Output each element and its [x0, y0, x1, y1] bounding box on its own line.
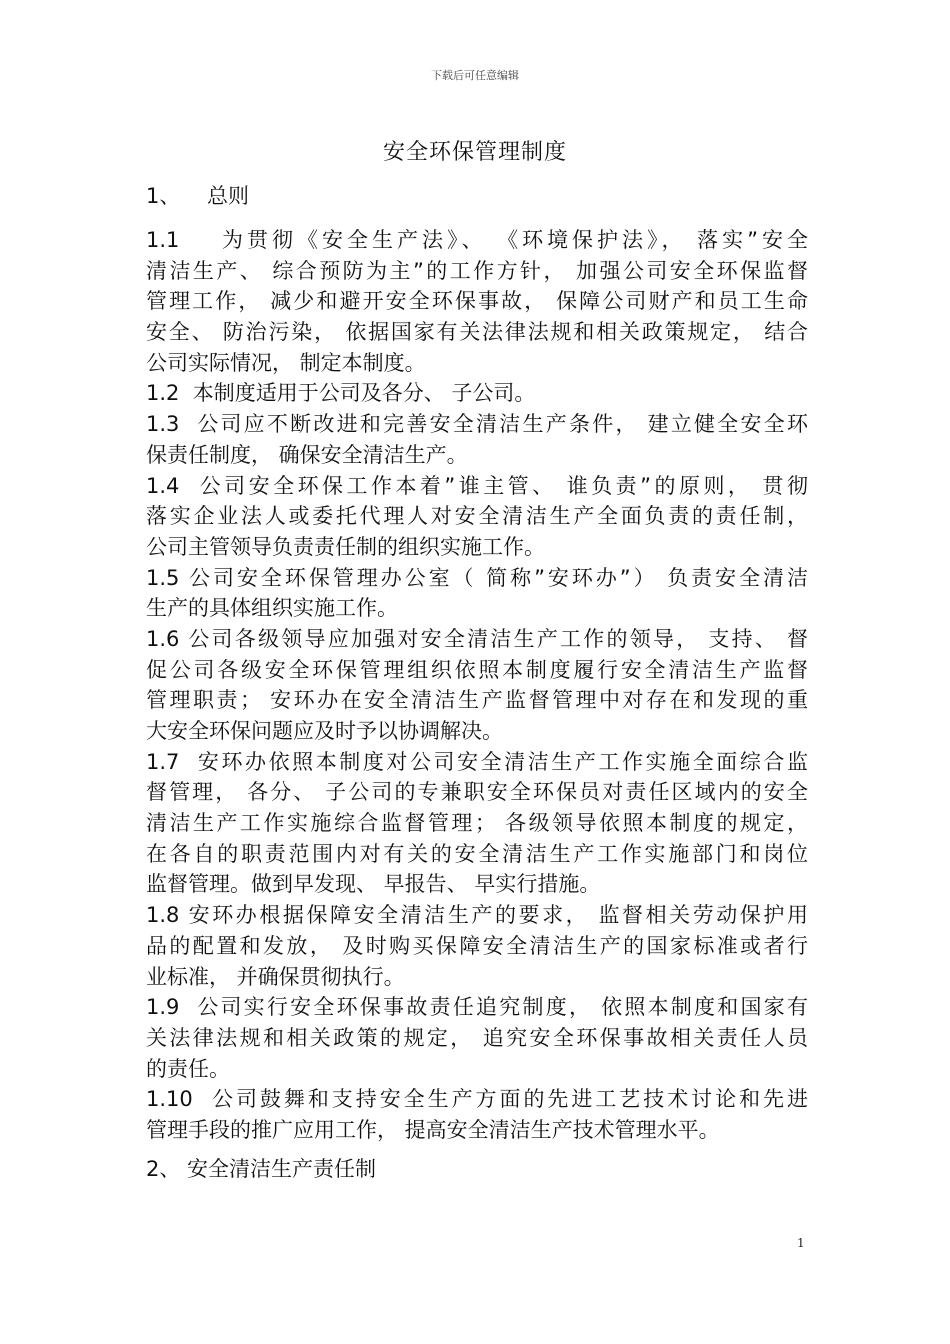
text-line: 业标准， 并确保贯彻执行。 — [146, 964, 405, 989]
text-line: 管理职责； 安环办在安全清洁生产监督管理中对存在和发现的重 — [146, 688, 808, 713]
text-line: 促公司各级安全环保管理组织依照本制度履行安全清洁生产监督 — [146, 657, 808, 682]
text-line: 大安全环保问题应及时予以协调解决。 — [146, 719, 503, 743]
text-line: 落实企业法人或委托代理人对安全清洁生产全面负责的责任制， — [146, 504, 808, 529]
text-line: 1.5 公司安全环保管理办公室（ 简称”安环办”） 负责安全清洁 — [146, 565, 808, 590]
text-line: 在各自的职责范围内对有关的安全清洁生产工作实施部门和岗位 — [146, 841, 808, 866]
text-line: 管理工作， 减少和避开安全环保事故， 保障公司财产和员工生命 — [146, 289, 808, 314]
text-line: 1.1 为贯彻《安全生产法》、 《环境保护法》， 落实”安全 — [146, 228, 808, 252]
page-number: 1 — [797, 1236, 805, 1250]
document-title: 安全环保管理制度 — [382, 140, 567, 165]
text-line: 清洁生产、 综合预防为主”的工作方针， 加强公司安全环保监督 — [146, 258, 808, 283]
text-line: 保责任制度， 确保安全清洁生产。 — [146, 442, 468, 467]
text-line: 1.10 公司鼓舞和支持安全生产方面的先进工艺技术讨论和先进 — [146, 1087, 808, 1112]
text-line: 1.9 公司实行安全环保事故责任追究制度， 依照本制度和国家有 — [146, 995, 808, 1020]
text-line: 督管理， 各分、 子公司的专兼职安全环保员对责任区域内的安全 — [146, 780, 808, 805]
text-line: 管理手段的推广应用工作， 提高安全清洁生产技术管理水平。 — [146, 1117, 720, 1142]
text-line: 公司主管领导负责责任制的组织实施工作。 — [146, 534, 545, 559]
text-line: 1.6 公司各级领导应加强对安全清洁生产工作的领导， 支持、 督 — [146, 626, 808, 651]
text-line: 1.2 本制度适用于公司及各分、 子公司。 — [146, 381, 536, 406]
text-line: 监督管理。做到早发现、 早报告、 早实行措施。 — [146, 872, 601, 897]
text-line: 生产的具体组织实施工作。 — [146, 596, 398, 621]
text-line: 1.8 安环办根据保障安全清洁生产的要求， 监督相关劳动保护用 — [146, 903, 808, 928]
section-1-body — [146, 225, 808, 1146]
section-1-heading: 1、 总则 — [146, 184, 250, 208]
text-line: 关法律法规和相关政策的规定， 追究安全环保事故相关责任人员 — [146, 1025, 808, 1050]
text-line: 的责任。 — [146, 1056, 230, 1081]
text-line: 清洁生产工作实施综合监督管理； 各级领导依照本制度的规定， — [146, 811, 808, 836]
text-line: 安全、 防治污染， 依据国家有关法律法规和相关政策规定， 结合 — [146, 320, 808, 345]
section-2-heading: 2、 安全清洁生产责任制 — [146, 1157, 377, 1181]
text-line: 公司实际情况， 制定本制度。 — [146, 350, 426, 375]
text-line: 品的配置和发放， 及时购买保障安全清洁生产的国家标准或者行 — [146, 933, 808, 958]
text-line: 1.7 安环办依照本制度对公司安全清洁生产工作实施全面综合监 — [146, 749, 808, 774]
text-line: 1.3 公司应不断改进和完善安全清洁生产条件， 建立健全安全环 — [146, 412, 808, 437]
header-note: 下载后可任意编辑 — [431, 69, 519, 82]
text-line: 1.4 公司安全环保工作本着”谁主管、 谁负责”的原则， 贯彻 — [146, 473, 808, 498]
